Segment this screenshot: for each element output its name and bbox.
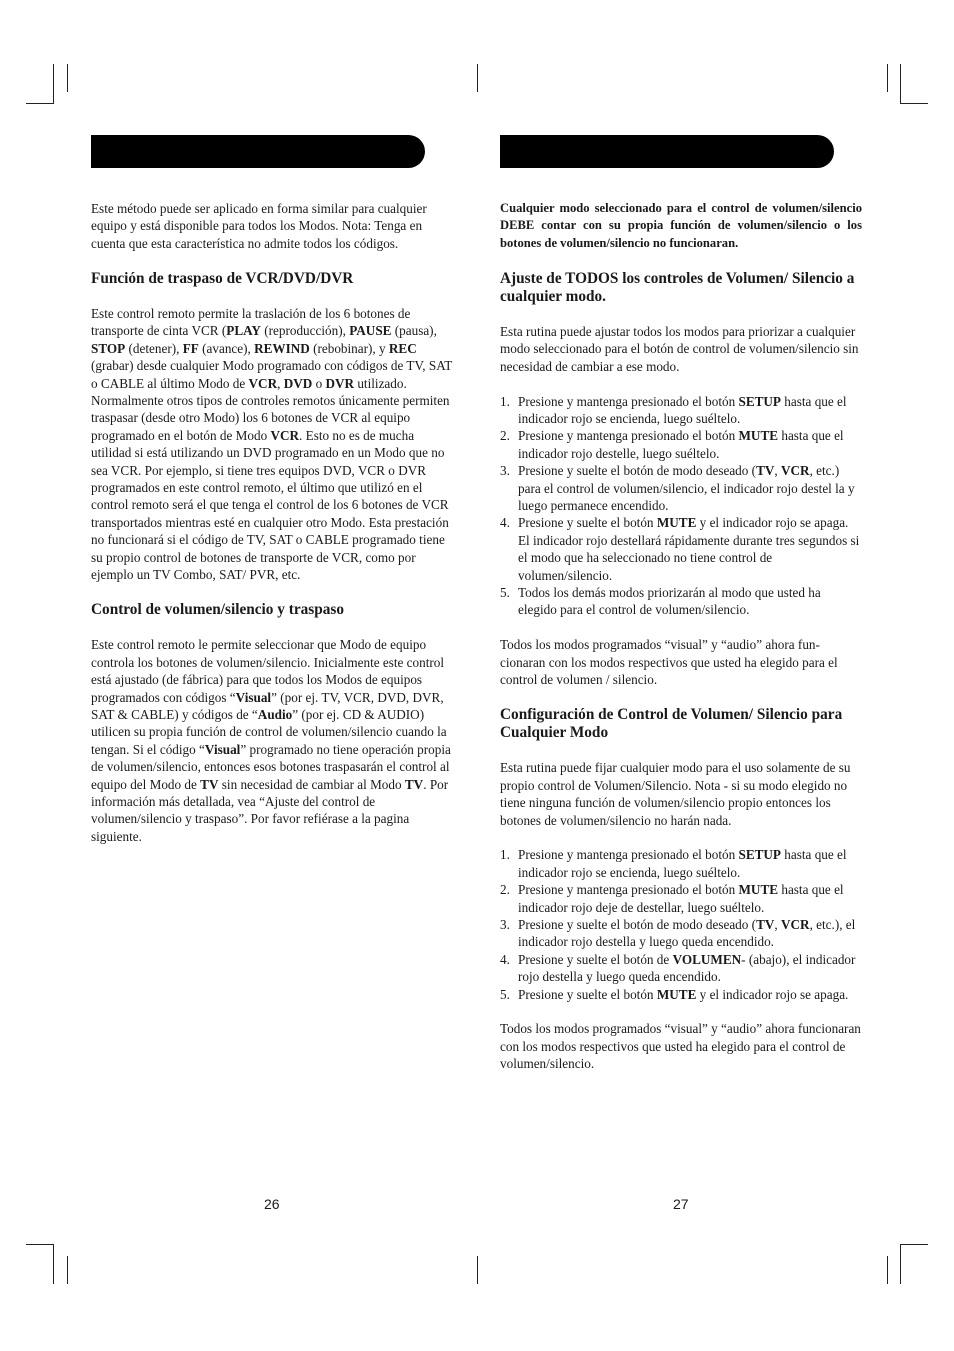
crop-mark bbox=[900, 103, 928, 104]
crop-mark bbox=[26, 103, 54, 104]
config-volume-outro: Todos los modos programados “visual” y “audio” ahora funcionaran con los modos respectivos que usted ha elegido para el control de volumen/silencio. bbox=[500, 1021, 861, 1072]
volume-mute-paragraph: Este control remoto le permite seleccionar que Modo de equipo controla los botones de volumen/silencio. Inicialmente este control está ajustado (de fábrica) para que todos los Modos de equipos programados con códigos “Visual” (por ej. TV, VCR, DVD, DVR, SAT & CABLE) y códigos de “Audio” (por ej. CD & AUDIO) utilicen su propia función de control de volumen/silencio cuando la tengan. Si el código “Visual” programado no tiene operación propia de volumen/silencio, entonces esos botones traspasarán el control al equipo del Modo de TV sin necesidad de cambiar al Modo TV. Por información más detallada, vea “Ajuste del control de volumen/silencio y traspaso”. Por favor refiérase a la pagina siguiente. bbox=[91, 637, 451, 844]
right-column bbox=[500, 200, 862, 1073]
all-volume-steps bbox=[500, 393, 862, 619]
list-item: 3. Presione y suelte el botón de modo deseado (TV, VCR, etc.) para el control de volumen/silencio, el indicador rojo destel la y luego permanece encendido. bbox=[500, 463, 855, 514]
crop-mark bbox=[887, 1256, 888, 1284]
header-banner-left bbox=[91, 135, 425, 168]
crop-mark bbox=[477, 64, 478, 92]
list-item: 4. Presione y suelte el botón MUTE y el indicador rojo se apaga. El indicador rojo destellará rápidamente durante tres segundos si el modo que ha seleccionado no tiene control de volumen/silencio. bbox=[500, 515, 860, 583]
crop-mark bbox=[477, 1256, 478, 1284]
list-item: 4. Presione y suelte el botón de VOLUMEN- (abajo), el indicador rojo destella y luego queda encendido. bbox=[500, 951, 856, 985]
list-item: 2. Presione y mantenga presionado el botón MUTE hasta que el indicador rojo destelle, luego suéltelo. bbox=[500, 428, 844, 461]
crop-mark bbox=[67, 1256, 68, 1284]
crop-mark bbox=[67, 64, 68, 92]
crop-mark bbox=[900, 1244, 928, 1245]
crop-mark bbox=[900, 1244, 901, 1284]
list-item: 2. Presione y mantenga presionado el botón MUTE hasta que el indicador rojo deje de destellar, luego suéltelo. bbox=[500, 882, 844, 915]
list-item: 3. Presione y suelte el botón de modo deseado (TV, VCR, etc.), el indicador rojo destella y luego queda encendido. bbox=[500, 916, 856, 950]
list-item: 1. Presione y mantenga presionado el botón SETUP hasta que el indicador rojo se encienda, luego suéltelo. bbox=[500, 847, 847, 880]
config-volume-intro: Esta rutina puede fijar cualquier modo para el uso solamente de su propio control de Volumen/Silencio. Nota - si su modo elegido no tiene ninguna función de volumen/silencio propio entonces los botones de volumen/silencio no harán nada. bbox=[500, 760, 851, 828]
page-number-left: 26 bbox=[264, 1196, 280, 1212]
list-item: 5. Todos los demás modos priorizarán al modo que usted ha elegido para el control de volumen/silencio. bbox=[500, 585, 821, 618]
vcr-passthrough-paragraph: Este control remoto permite la traslación de los 6 botones de transporte de cinta VCR (PLAY (reproducción), PAUSE (pausa), STOP (detener), FF (avance), REWIND (rebobinar), y REC (grabar) desde cualquier Modo programado con códigos de TV, SAT o CABLE al último Modo de VCR, DVD o DVR utilizado. Normalmente otros tipos de controles remotos únicamente permiten traspasar (desde otro Modo) los 6 botones de VCR al equipo programado en el botón de Modo VCR. Esto no es de mucha utilidad si está utilizando un DVD programado en un Modo que no sea VCR. Por ejemplo, si tiene tres equipos DVD, VCR o DVR programados en este control remoto, el último que utilizó en el control remoto será el que tenga el control de los 6 botones de VCR transportados mientras esté en cualquier otro Modo. Esta prestación no funcionará si el código de TV, SAT o CABLE programado tiene su propio control de botones de transporte de VCR, como por ejemplo un TV Combo, SAT/ PVR, etc. bbox=[91, 306, 453, 583]
section-heading-vcr-dvd-dvr: Función de traspaso de VCR/DVD/DVR bbox=[91, 269, 354, 287]
warning-paragraph: Cualquier modo seleccionado para el control de volumen/silencio DEBE contar con su propia función de volumen/silencio o los botones de volumen/silencio no funcionaran. bbox=[500, 201, 862, 250]
page-number-right: 27 bbox=[673, 1196, 689, 1212]
crop-mark bbox=[53, 1244, 54, 1284]
crop-mark bbox=[887, 64, 888, 92]
intro-paragraph: Este método puede ser aplicado en forma similar para cualquier equipo y está disponible para todos los Modos. Nota: Tenga en cuenta que esta característica no admite todos los códigos. bbox=[91, 201, 427, 251]
left-column bbox=[91, 200, 457, 845]
all-volume-outro: Todos los modos programados “visual” y “audio” ahora fun-cionaran con los modos respectivos que usted ha elegido para el control de volumen / silencio. bbox=[500, 637, 838, 688]
config-volume-steps bbox=[500, 846, 862, 1003]
list-item: 5. Presione y suelte el botón MUTE y el indicador rojo se apaga. bbox=[500, 986, 849, 1002]
all-volume-intro: Esta rutina puede ajustar todos los modos para priorizar a cualquier modo seleccionado para el botón de control de volumen/silencio sin necesidad de cambiar a ese modo. bbox=[500, 324, 859, 374]
crop-mark bbox=[900, 64, 901, 104]
section-heading-all-volume: Ajuste de TODOS los controles de Volumen/ Silencio a cualquier modo. bbox=[500, 269, 855, 305]
section-heading-config-volume: Configuración de Control de Volumen/ Silencio para Cualquier Modo bbox=[500, 705, 843, 741]
crop-mark bbox=[26, 1244, 54, 1245]
list-item: 1. Presione y mantenga presionado el botón SETUP hasta que el indicador rojo se encienda, luego suéltelo. bbox=[500, 393, 847, 427]
header-banner-right bbox=[500, 135, 834, 168]
section-heading-volume-mute: Control de volumen/silencio y traspaso bbox=[91, 600, 344, 618]
crop-mark bbox=[53, 64, 54, 104]
